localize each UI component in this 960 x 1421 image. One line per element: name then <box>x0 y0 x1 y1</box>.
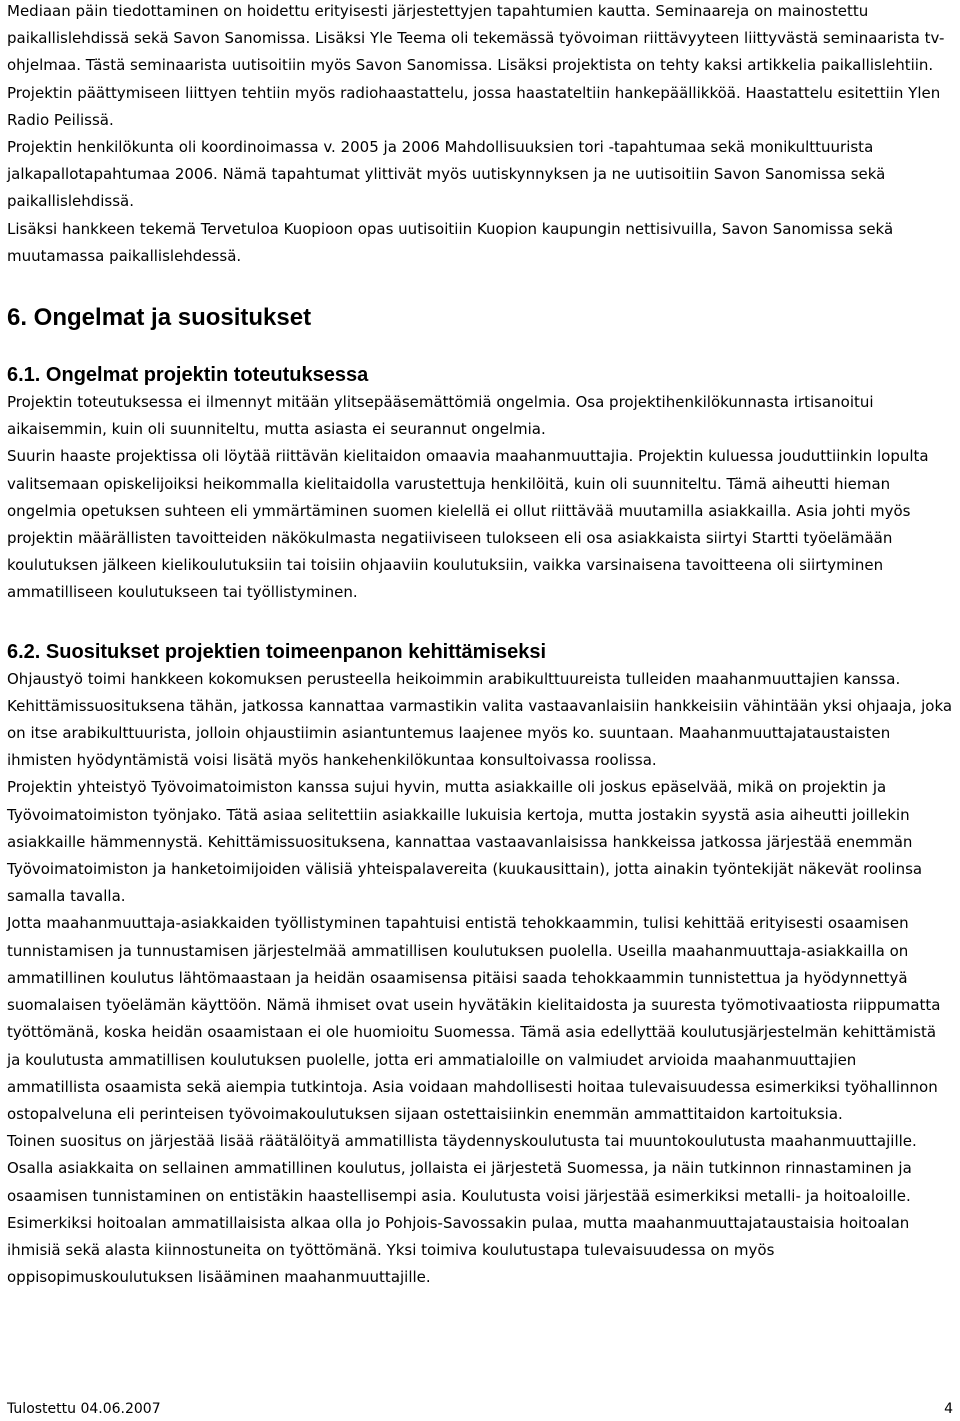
page-footer <box>7 1401 953 1417</box>
section-6-2-paragraph-guidance: Ohjaustyö toimi hankkeen kokomuksen perusteella heikoimmin arabikulttuureista tulleiden maahanmuuttajien kanssa. Kehittämissuosituksena tähän, jatkossa kannattaa varmastikin valita vastaavanlaisiin hankkeisiin vähintään yksi ohjaaja, joka on itse arabikulttuurista, jolloin ohjaustiimin asiantuntemus laajenee myös ko. suuntaan. Maahanmuuttajataustaisten ihmisten hyödyntämistä voisi lisätä myös hankehenkilökuntaa konsultoivassa roolissa. <box>7 669 953 770</box>
document-page <box>7 0 953 1291</box>
intro-paragraph-media: Mediaan päin tiedottaminen on hoidettu erityisesti järjestettyjen tapahtumien kautta. Seminaareja on mainostettu paikallislehdissä sekä Savon Sanomissa. Lisäksi Yle Teema oli tekemässä työvoiman riittävyyteen liittyvästä seminaarista tv-ohjelmaa. Tästä seminaarista uutisoitiin myös Savon Sanomissa. Lisäksi projektista on tehty kaksi artikkelia paikallislehtiin. Projektin päättymiseen liittyen tehtiin myös radiohaastattelu, jossa haastateltiin hankepäällikköä. Haastattelu esitettiin Ylen Radio Peilissä. <box>7 2 945 129</box>
section-6-1-paragraph-staff: Projektin toteutuksessa ei ilmennyt mitään ylitsepääsemättömiä ongelmia. Osa projektihenkilökunnasta irtisanoitui aikaisemmin, kuin oli suunniteltu, mutta asiasta ei seurannut ongelmia. <box>7 393 874 439</box>
section-6-heading: 6. Ongelmat ja suositukset <box>7 304 312 332</box>
section-6-2-paragraph-recognition: Jotta maahanmuuttaja-asiakkaiden työllistyminen tapahtuisi entistä tehokkaammin, tulisi kehittää erityisesti osaamisen tunnistamisen ja tunnustamisen järjestelmää ammatillisen koulutuksen puolella. Useilla maahanmuuttaja-asiakkailla on ammatillinen koulutus lähtömaastaan ja heidän osaamisensa pitäisi saada tehokkaammin tunnistettua ja hyödynnettyä suomalaisen työelämän käyttöön. Nämä ihmiset ovat usein hyvätäkin kielitaidosta ja suuresta työmotivaatiosta riippumatta työttömänä, koska heidän osaamistaan ei ole huomioitu Suomessa. Tämä asia edellyttää koulutusjärjestelmän kehittämistä ja koulutusta ammatillisen koulutuksen puolelle, jotta eri ammatialoille on valmiudet arvioida maahanmuuttajien ammatillista osaamista sekä aiempia tutkintoja. Asia voidaan mahdollisesti hoitaa tulevaisuudessa esimerkiksi työhallinnon ostopalveluna eli perinteisen työvoimakoulutuksen sijaan ostettaisiinkin enemmän ammattitaidon kartoituksia. <box>7 914 941 1123</box>
section-6-1-heading: 6.1. Ongelmat projektin toteutuksessa <box>7 364 369 387</box>
section-6-2-paragraph-employment-office: Projektin yhteistyö Työvoimatoimiston kanssa sujui hyvin, mutta asiakkaille oli joskus epäselvää, mikä on projektin ja Työvoimatoimiston työnjako. Tätä asiaa selitettiin asiakkaille lukuisia kertoja, mutta jostakin syystä asia aiheutti joillekin asiakkaille hämmennystä. Kehittämissuosituksena, kannattaa vastaavanlaisissa hankkeissa jatkossa järjestää enemmän Työvoimatoimiston ja hanketoimijoiden välisiä yhteispalavereita (kuukausittain), jotta ainakin työntekijät näkevät roolinsa samalla tavalla. <box>7 778 923 906</box>
page-number: 4 <box>944 1401 953 1417</box>
intro-paragraph-events: Projektin henkilökunta oli koordinoimassa v. 2005 ja 2006 Mahdollisuuksien tori -tapahtumaa sekä monikulttuurista jalkapallotapahtumaa 2006. Nämä tapahtumat ylittivät myös uutiskynnyksen ja ne uutisoitiin Savon Sanomissa sekä paikallislehdissä. <box>7 138 886 211</box>
section-6-2-heading: 6.2. Suositukset projektien toimeenpanon kehittämiseksi <box>7 640 547 663</box>
section-6-2-paragraph-training: Toinen suositus on järjestää lisää räätälöityä ammatillista täydennyskoulutusta tai muuntokoulutusta maahanmuuttajille. Osalla asiakkaita on sellainen ammatillinen koulutus, jollaista ei järjestetä Suomessa, ja näin tutkinnon rinnastaminen ja osaamisen tunnistaminen on entistäkin haastellisempi asia. Koulutusta voisi järjestää esimerkiksi metalli- ja hoitoaloille. Esimerkiksi hoitoalan ammatillaisista alkaa olla jo Pohjois-Savossakin pulaa, mutta maahanmuuttajataustaisia hoitoalan ihmisiä sekä alasta kiinnostuneita on työttömänä. Yksi toimiva koulutustapa tulevaisuudessa on myös oppisopimuskoulutuksen lisääminen maahanmuuttajille. <box>7 1132 917 1287</box>
section-6-1-paragraph-language: Suurin haaste projektissa oli löytää riittävän kielitaidon omaavia maahanmuuttajia. Projektin kuluessa jouduttiinkin lopulta valitsemaan opiskelijoiksi heikommalla kielitaidolla varustettuja henkilöitä, kuin oli suunniteltu. Tämä aiheutti hieman ongelmia opetuksen suhteen eli ymmärtäminen suomen kielellä ei ollut riittävää muutamilla asiakkailla. Asia johti myös projektin määrällisten tavoitteiden näkökulmasta negatiiviseen tulokseen eli osa asiakkaista siirtyi Startti työelämään koulutuksen jälkeen kielikoulutuksiin tai toisiin ohjaaviin koulutuksiin, vaikka varsinaisena tavoitteena oli siirtyminen ammatilliseen koulutukseen tai työllistyminen. <box>7 447 929 602</box>
intro-paragraph-guide: Lisäksi hankkeen tekemä Tervetuloa Kuopioon opas uutisoitiin Kuopion kaupungin nettisivuilla, Savon Sanomissa sekä muutamassa paikallislehdessä. <box>7 219 894 265</box>
printed-date: Tulostettu 04.06.2007 <box>7 1401 161 1417</box>
